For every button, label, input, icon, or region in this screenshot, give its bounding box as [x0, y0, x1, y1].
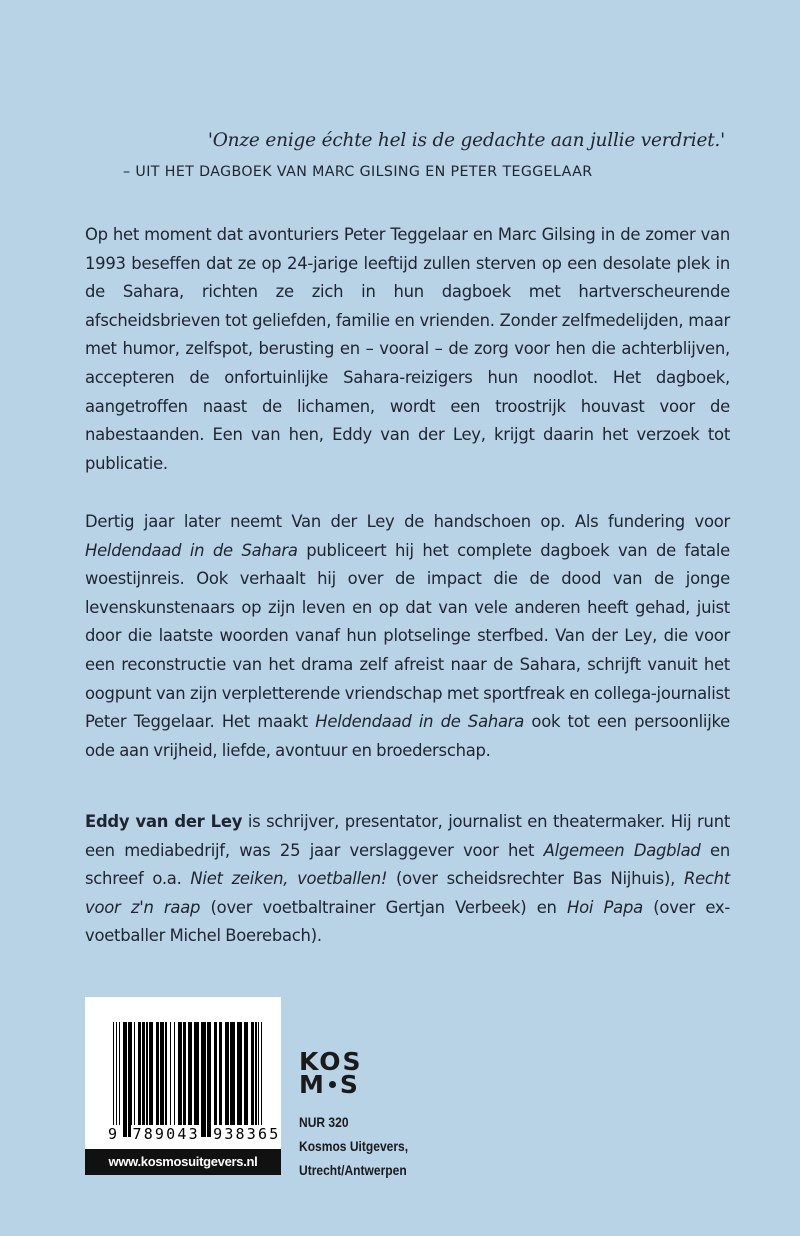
isbn-barcode [85, 997, 281, 1175]
barcode-bars [113, 1022, 263, 1137]
logo-row-2 [299, 1070, 426, 1099]
text-segment: Dertig jaar later neemt Van der Ley de handschoen op. Als fundering voor [85, 512, 730, 531]
book-title: Hoi Papa [567, 897, 643, 917]
logo-letter: S [339, 1070, 360, 1099]
text-segment: (over voetbaltrainer Gertjan Verbeek) en [200, 897, 568, 917]
logo-letter: M [299, 1070, 326, 1099]
barcode-bar [261, 1022, 262, 1137]
epigraph-attribution: – UIT HET DAGBOEK VAN MARC GILSING EN PETER TEGGELAAR [123, 164, 593, 180]
epigraph [85, 127, 725, 183]
book-title: Recht voor z'n raap [85, 869, 730, 917]
author-bio [85, 808, 730, 951]
publisher-url: www.kosmosuitgevers.nl [85, 1149, 281, 1175]
blurb-paragraph-1: Op het moment dat avonturiers Peter Teggelaar en Marc Gilsing in de zomer van 1993 beseffen dat ze op 24-jarige leeftijd zullen sterven op een desolate plek in de Sahara, richten ze zich in hun dagboek met hartverscheurende afscheidsbrieven tot geliefden, familie en vrienden. Zonder zelfmedelijden, maar met humor, zelfspot, berusting en – vooral – de zorg voor hen die achterblijven, accepteren de onfortuinlijke Sahara-reizigers hun noodlot. Het dagboek, aangetroffen naast de lichamen, wordt een troostrijk houvast voor de nabestaanden. Een van hen, Eddy van der Ley, krijgt daarin het verzoek tot publicatie. [85, 225, 730, 473]
logo-dot-icon [329, 1081, 336, 1088]
logo-row-1: KOS [299, 1047, 363, 1076]
isbn-first-digit: 9 [108, 1125, 120, 1143]
blurb-paragraph-2 [85, 508, 730, 765]
epigraph-quote: 'Onze enige échte hel is de gedachte aan jullie verdriet.' [207, 130, 725, 151]
publisher-location: Utrecht/Antwerpen [299, 1162, 407, 1178]
book-title: Niet zeiken, voetballen! [190, 869, 388, 889]
isbn-number [107, 1125, 281, 1143]
text-segment: (over scheidsrechter Bas Nijhuis), [387, 869, 684, 889]
publisher-block [299, 1047, 426, 1182]
publisher-info [299, 1110, 408, 1182]
kosmos-logo [299, 1047, 426, 1099]
author-name: Eddy van der Ley [85, 812, 243, 831]
text-segment: ook tot een persoonlijke ode aan vrijheid, liefde, avontuur en broederschap. [85, 712, 730, 760]
nur-code: NUR 320 [299, 1114, 349, 1130]
text-segment: en schreef o.a. [85, 840, 730, 889]
text-segment: is schrijver, presentator, journalist en theatermaker. Hij runt een mediabedrijf, was 25 jaar verslaggever voor het [85, 812, 731, 860]
book-title: Heldendaad in de Sahara [315, 712, 525, 732]
newspaper-name: Algemeen Dagblad [543, 840, 701, 860]
text-segment: (over ex-voetballer Michel Boerebach). [85, 897, 730, 946]
isbn-group-1: 789043 [132, 1125, 200, 1143]
text-segment: publiceert hij het complete dagboek van de fatale woestijnreis. Ook verhaalt hij over de impact die de dood van de jonge levenskunstenaars op zijn leven en op dat van vele anderen heeft gehad, juist door die laatste woorden vanaf hun plotselinge sterfbed. Van der Ley, die voor een reconstructie van het drama zelf afreist naar de Sahara, schrijft vanuit het oogpunt van zijn verpletterende vriendschap met sportfreak en collega-journalist Peter Teggelaar. Het maakt [85, 540, 730, 732]
book-title: Heldendaad in de Sahara [85, 540, 298, 560]
publisher-name: Kosmos Uitgevers, [299, 1138, 409, 1154]
isbn-group-2: 938365 [213, 1125, 281, 1143]
